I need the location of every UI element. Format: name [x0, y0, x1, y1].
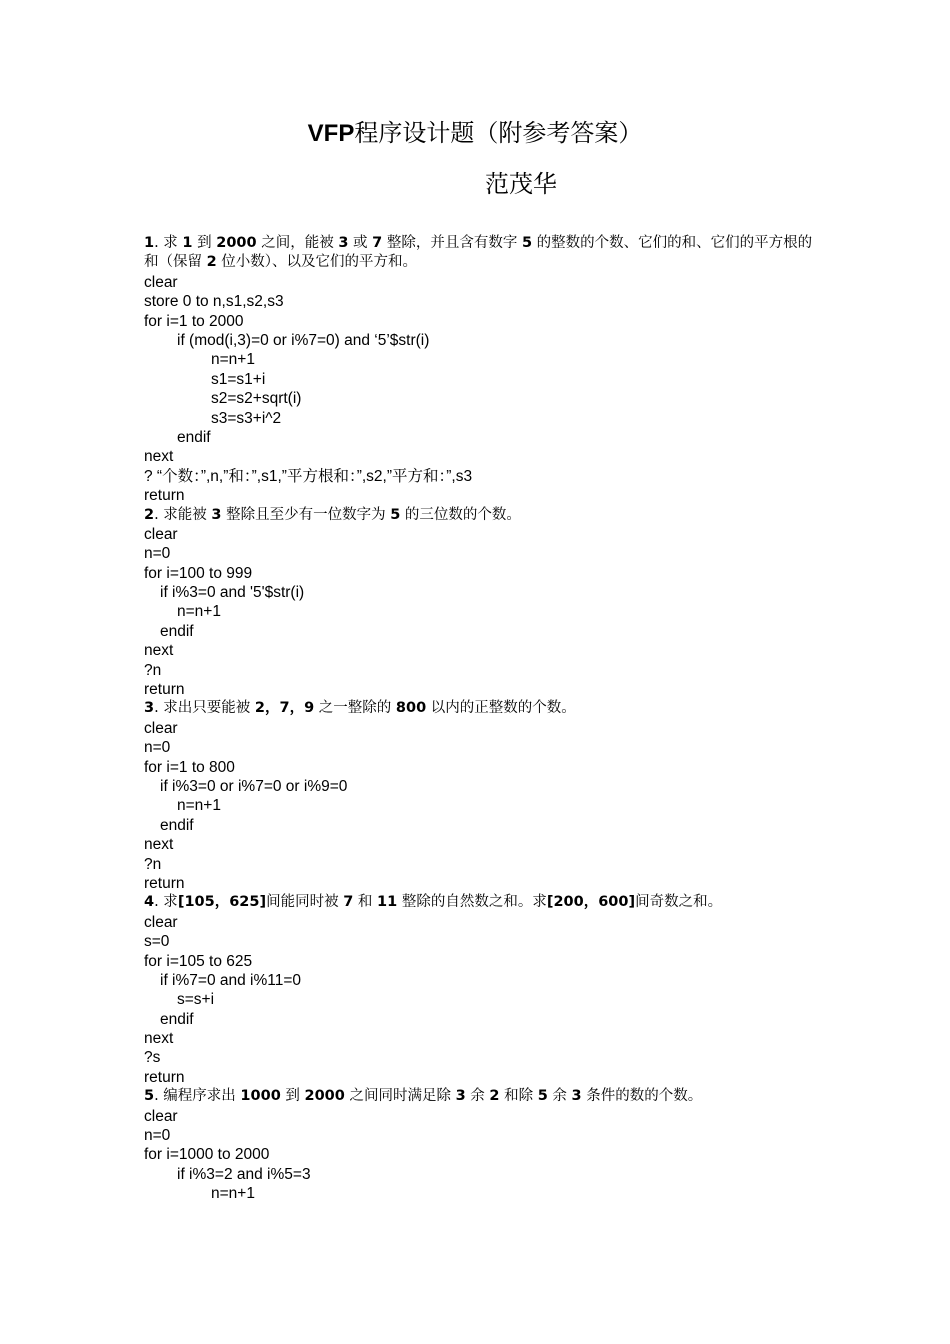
code-line: n=n+1 [211, 351, 255, 369]
code-line: n=n+1 [211, 1185, 255, 1203]
code-line: n=0 [144, 739, 171, 757]
code-line: endif [160, 622, 194, 640]
code-line: next [144, 642, 174, 660]
code-line: endif [160, 1010, 194, 1028]
code-line: endif [177, 428, 211, 446]
document-title [0, 115, 950, 152]
code-line: ? “个数：”,n,”和：”,s1,”平方根和：”,s2,”平方和：”,s3 [144, 467, 473, 485]
code-line: clear [144, 719, 178, 737]
code-line: n=n+1 [177, 797, 221, 815]
code-line: next [144, 1030, 174, 1048]
code-line: return [144, 1068, 185, 1086]
question-3-text: 3. 求出只要能被 2，7，9 之一整除的 800 以内的正整数的个数。 [144, 700, 576, 717]
code-line: return [144, 874, 185, 892]
document-author: 范茂华 [485, 170, 557, 198]
code-line: next [144, 448, 174, 466]
document-body [144, 234, 824, 1204]
code-line: if i%3=0 and '5'$str(i) [160, 584, 305, 602]
code-line: if (mod(i,3)=0 or i%7=0) and ‘5’$str(i) [177, 331, 430, 349]
code-line: store 0 to n,s1,s2,s3 [144, 293, 284, 311]
code-line: for i=1 to 800 [144, 758, 235, 776]
code-line: ?s [144, 1049, 161, 1067]
code-line: return [144, 487, 185, 505]
question-2-text: 2. 求能被 3 整除且至少有一位数字为 5 的三位数的个数。 [144, 506, 521, 523]
code-line: ?n [144, 661, 162, 679]
code-line: clear [144, 273, 178, 291]
question-5-text: 5. 编程序求出 1000 到 2000 之间同时满足除 3 余 2 和除 5 余 3 条件的数的个数。 [144, 1088, 703, 1105]
code-line: s=s+i [177, 991, 215, 1009]
title-rest: 程序设计题（附参考答案） [354, 119, 643, 147]
code-line: clear [144, 913, 178, 931]
code-line: s2=s2+sqrt(i) [211, 390, 302, 408]
code-line: for i=100 to 999 [144, 564, 253, 582]
code-line: clear [144, 1107, 178, 1125]
code-line: s=0 [144, 933, 170, 951]
code-line: endif [160, 816, 194, 834]
code-line: clear [144, 525, 178, 543]
code-line: s3=s3+i^2 [211, 409, 282, 427]
code-line: next [144, 836, 174, 854]
code-line: for i=105 to 625 [144, 952, 253, 970]
code-line: s1=s1+i [211, 370, 266, 388]
code-line: if i%7=0 and i%11=0 [160, 971, 302, 989]
code-line: n=0 [144, 1127, 171, 1145]
code-line: ?n [144, 855, 162, 873]
code-line: n=n+1 [177, 603, 221, 621]
code-line: for i=1000 to 2000 [144, 1146, 270, 1164]
question-1-text: 1. 求 1 到 2000 之间，能被 3 或 7 整除，并且含有数字 5 的整数的个数、它们的和、它们的平方根的和（保留 2 位小数）、以及它们的平方和。 [144, 235, 813, 271]
code-line: if i%3=2 and i%5=3 [177, 1165, 311, 1183]
title-bold: VFP [307, 120, 355, 147]
question-4-text: 4. 求[105，625]间能同时被 7 和 11 整除的自然数之和。求[200，600]间奇数之和。 [144, 894, 723, 911]
code-line: for i=1 to 2000 [144, 312, 244, 330]
code-line: if i%3=0 or i%7=0 or i%9=0 [160, 778, 348, 795]
code-line: n=0 [144, 545, 171, 563]
code-line: return [144, 681, 185, 699]
